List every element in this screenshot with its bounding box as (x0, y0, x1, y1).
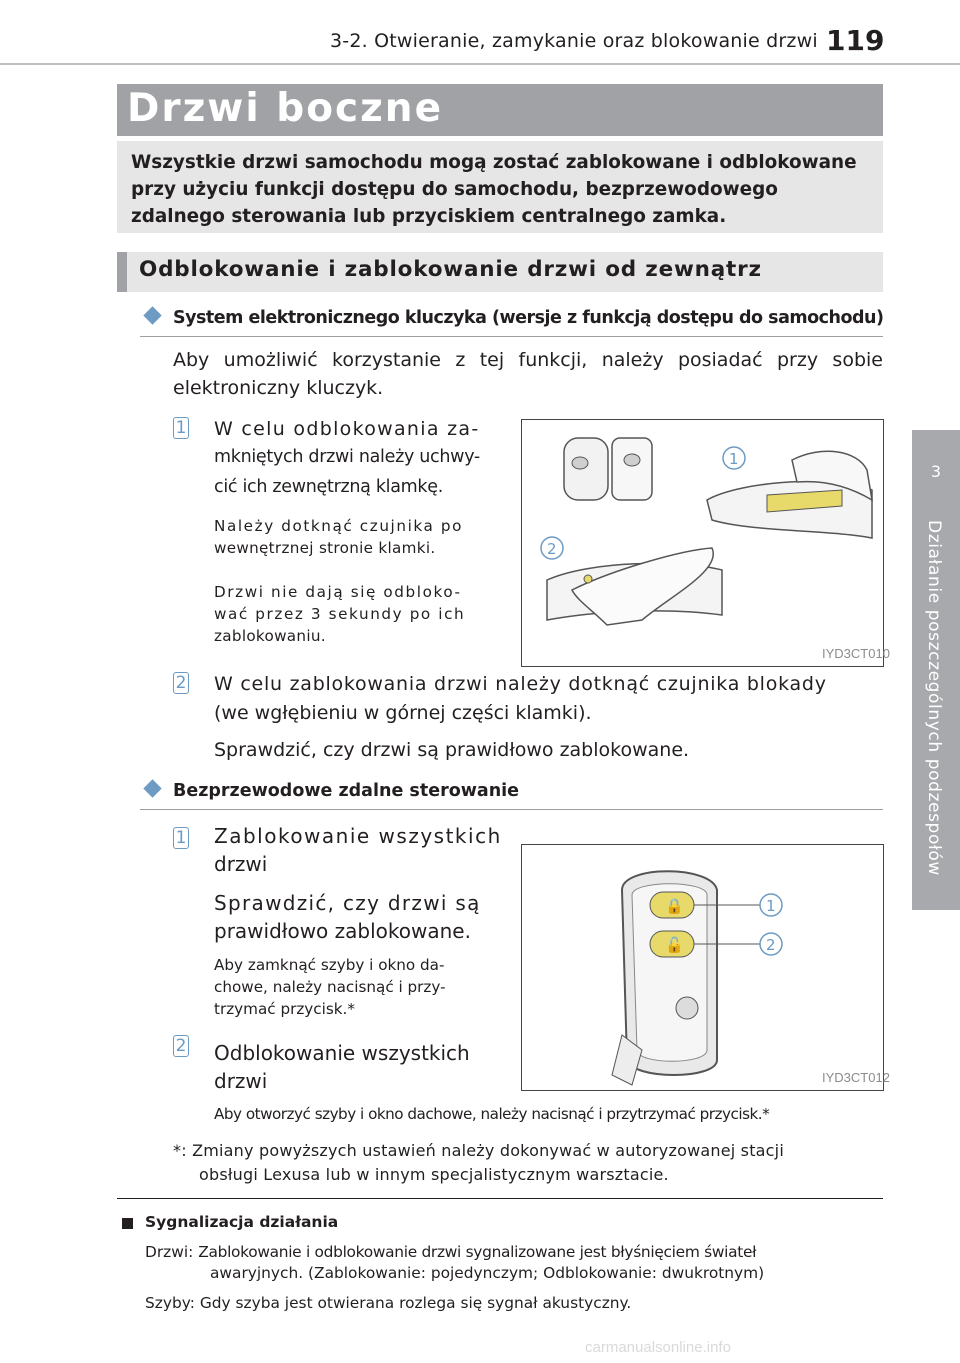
remote-step-number-2: 2 (173, 1035, 189, 1057)
remote-step1-note-line2: prawidłowo zablokowane. (214, 919, 471, 943)
section-heading-text: Odblokowanie i zablokowanie drzwi od zewnątrz (139, 257, 762, 282)
step1-line3: cić ich zewnętrzną klamkę. (214, 477, 443, 497)
footnote-line2: obsługi Lexusa lub w innym specjalistycznym warsztacie. (199, 1165, 669, 1184)
signal-windows (145, 1293, 885, 1314)
step2-note: Sprawdzić, czy drzwi są prawidłowo zablokowane. (214, 739, 690, 761)
signal-windows-text: Gdy szyba jest otwierana rozlega się sygnał akustyczny. (199, 1294, 632, 1312)
note2-line1: Drzwi nie dają się odbloko- (214, 583, 462, 601)
callout-2: 2 (547, 540, 557, 558)
remote-step2-line2: drzwi (214, 1069, 268, 1093)
remote-step2-small: Aby otworzyć szyby i okno dachowe, należy nacisnąć i przytrzymać przycisk.* (214, 1105, 770, 1123)
key-fob-front-icon (564, 438, 608, 500)
intro-text: Wszystkie drzwi samochodu mogą zostać zablokowane i odblokowane przy użyciu funkcji dostępu do samochodu, bezprzewodowego zdalnego sterowania lub przyciskiem centralnego zamka. (131, 152, 857, 227)
figure-code: IYD3CT010 (822, 646, 890, 661)
footnote-line1: *: Zmiany powyższych ustawień należy dokonywać w autoryzowanej stacji (173, 1141, 784, 1160)
watermark: carmanualsonline.info (585, 1339, 731, 1356)
header-rule (0, 63, 960, 65)
section-heading (117, 252, 883, 292)
step-number-2: 2 (173, 672, 189, 694)
chapter-side-label (912, 520, 960, 900)
remote-callout-1: 1 (766, 897, 776, 915)
step2-line1: W celu zablokowania drzwi należy dotknąć czujnika blokady (214, 673, 827, 695)
page-title-bar (117, 84, 883, 136)
signal-heading: Sygnalizacja działania (145, 1213, 339, 1231)
bottom-rule (117, 1198, 883, 1199)
remote-step2-line1: Odblokowanie wszystkich (214, 1041, 470, 1065)
diamond-bullet-icon (143, 306, 161, 324)
note2-line2: wać przez 3 sekundy po ich (214, 605, 466, 623)
subsection-heading-text: Bezprzewodowe zdalne sterowanie (173, 781, 520, 801)
remote-callout-2: 2 (766, 936, 776, 954)
subsection-heading-smart-key (140, 308, 883, 337)
note1-line2: wewnętrznej stronie klamki. (214, 539, 436, 557)
svg-text:🔒: 🔒 (665, 897, 684, 915)
signal-doors-line1: Zablokowanie i odblokowanie drzwi sygnalizowane jest błyśnięciem świateł (198, 1243, 757, 1261)
remote-step1-line2: drzwi (214, 852, 268, 876)
square-bullet-icon (122, 1218, 133, 1229)
signal-doors-line2: awaryjnych. (Zablokowanie: pojedynczym; Odblokowanie: dwukrotnym) (210, 1264, 765, 1282)
section-heading-bar (117, 252, 127, 292)
step1-line1: W celu odblokowania za- (214, 418, 480, 440)
figure-door-handle (521, 419, 890, 667)
diamond-bullet-icon (143, 779, 161, 797)
callout-1: 1 (729, 450, 739, 468)
signal-doors-label: Drzwi: (145, 1243, 194, 1261)
chapter-number: 3 (930, 462, 942, 481)
footnote (173, 1139, 883, 1187)
step1-line2: mkniętych drzwi należy uchwy- (214, 447, 480, 467)
subsection-heading-text: System elektronicznego kluczyka (wersje z funkcją dostępu do samochodu) (173, 308, 884, 328)
signal-doors (145, 1242, 885, 1284)
page-number: 119 (826, 24, 885, 57)
remote-step1-small-line1: Aby zamknąć szyby i okno da- (214, 956, 445, 974)
key-fob-back-icon (612, 438, 652, 500)
remote-step-number-1: 1 (173, 827, 189, 849)
intro-box (117, 141, 883, 233)
trunk-button-icon (676, 997, 698, 1019)
svg-text:🔓: 🔓 (665, 936, 684, 954)
remote-step1-small-line2: chowe, należy nacisnąć i przy- (214, 978, 446, 996)
step2-line2: (we wgłębieniu w górnej części klamki). (214, 702, 592, 724)
remote-step1-line1: Zablokowanie wszystkich (214, 824, 502, 848)
chapter-title: 3-2. Otwieranie, zamykanie oraz blokowanie drzwi (330, 30, 818, 52)
figure-remote-fob (521, 844, 890, 1091)
door-handle-illustration (522, 420, 890, 666)
page-title: Drzwi boczne (127, 86, 444, 131)
remote-fob-illustration (522, 845, 890, 1090)
remote-figure-code: IYD3CT012 (822, 1070, 890, 1085)
remote-step1-small-line3: trzymać przycisk.* (214, 1000, 355, 1018)
subsection-heading-remote (140, 781, 883, 810)
note2-line3: zablokowaniu. (214, 627, 326, 645)
note1-line1: Należy dotknąć czujnika po (214, 517, 464, 535)
smart-key-intro: Aby umożliwić korzystanie z tej funkcji, należy posiadać przy sobie elektroniczny kluczyk. (173, 349, 883, 399)
chapter-side-label-text: Działanie poszczególnych podzespołów (924, 520, 944, 876)
remote-step1-note-line1: Sprawdzić, czy drzwi są (214, 891, 481, 915)
signal-windows-label: Szyby: (145, 1294, 195, 1312)
step-number-1: 1 (173, 417, 189, 439)
